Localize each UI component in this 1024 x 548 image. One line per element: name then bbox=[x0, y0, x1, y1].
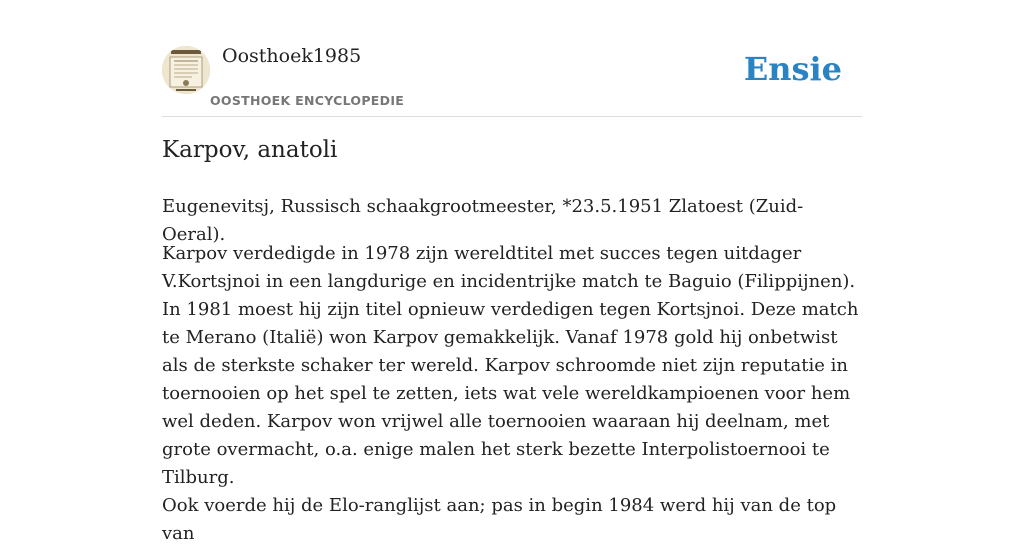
article-body: Karpov verdedigde in 1978 zijn wereldtitel met succes tegen uitdager V.Kortsjnoi in een langdurige en incidentrijke match te Baguio (Filippijnen). In 1981 moest hij zijn titel opnieuw verdedigen tegen Kortsjnoi. Deze match te Merano (Italië) won Karpov gemakkelijk. Vanaf 1978 gold hij onbetwist als de sterkste schaker ter wereld. Karpov schroomde niet zijn reputatie in toernooien op het spel te zetten, iets wat vele wereldkampioenen voor hem wel deden. Karpov won vrijwel alle toernooien waaraan hij deelnam, met grote overmacht, o.a. enige malen het sterk bezette Interpolistoernooi te Tilburg. bbox=[162, 243, 859, 488]
avatar[interactable] bbox=[162, 46, 210, 94]
brand-logo[interactable]: Ensie bbox=[743, 50, 842, 88]
article-intro: Eugenevitsj, Russisch schaakgrootmeester, *23.5.1951 Zlatoest (Zuid-Oeral). bbox=[162, 196, 804, 245]
article-more: Ook voerde hij de Elo-ranglijst aan; pas in begin 1984 werd hij van de top van bbox=[162, 495, 837, 544]
source-label[interactable]: OOSTHOEK ENCYCLOPEDIE bbox=[210, 93, 405, 108]
author-link[interactable]: Oosthoek1985 bbox=[222, 45, 362, 67]
book-cover-icon bbox=[162, 46, 210, 94]
page-header bbox=[162, 40, 862, 117]
article-title: Karpov, anatoli bbox=[162, 137, 338, 163]
